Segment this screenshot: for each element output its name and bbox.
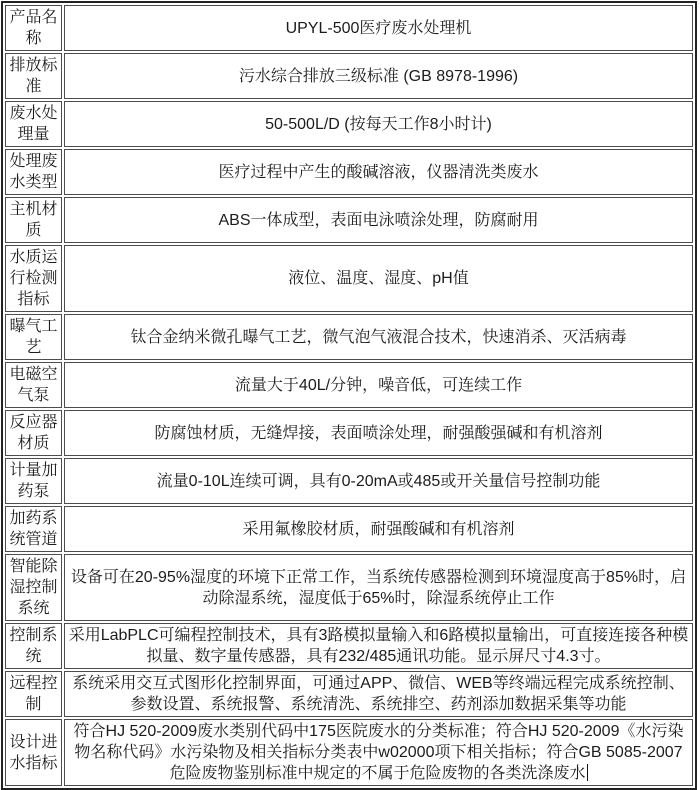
spec-value-cell: 液位、温度、湿度、pH值 — [64, 245, 693, 312]
spec-label-cell: 远程控制 — [5, 671, 62, 717]
spec-table-body — [5, 5, 693, 786]
spec-value-cell: 流量大于40L/分钟，噪音低，可连续工作 — [64, 362, 693, 408]
spec-value-cell: 钛合金纳米微孔曝气工艺，微气泡气液混合技术，快速消杀、灭活病毒 — [64, 314, 693, 360]
table-row-wastewater-type — [5, 149, 693, 195]
spec-value-cell: 50-500L/D (按每天工作8小时计) — [64, 101, 693, 147]
spec-label-cell: 废水处理量 — [5, 101, 62, 147]
spec-label-cell: 控制系统 — [5, 623, 62, 669]
product-spec-table — [1, 1, 697, 790]
spec-label-cell: 产品名称 — [5, 5, 62, 51]
spec-value-cell: 医疗过程中产生的酸碱溶液，仪器清洗类废水 — [64, 149, 693, 195]
table-row-product-name — [5, 5, 693, 51]
table-row-dehumidification-system — [5, 554, 693, 621]
spec-label-cell: 水质运行检测指标 — [5, 245, 62, 312]
spec-label-cell: 智能除湿控制系统 — [5, 554, 62, 621]
spec-label-cell: 处理废水类型 — [5, 149, 62, 195]
table-row-treatment-capacity — [5, 101, 693, 147]
table-row-monitoring-indicators — [5, 245, 693, 312]
spec-value-text: 符合HJ 520-2009废水类别代码中175医院废水的分类标准；符合HJ 520-2009《水污染物名称代码》水污染物及相关指标分类表中w02000项下相关指标；符合GB 5085-2007危险废物鉴别标准中规定的不属于危险废物的各类洗涤废水 — [73, 723, 684, 782]
spec-value-cell: UPYL-500医疗废水处理机 — [64, 5, 693, 51]
spec-value-cell: ABS一体成型，表面电泳喷涂处理，防腐耐用 — [64, 197, 693, 243]
spec-value-cell: 采用LabPLC可编程控制技术，具有3路模拟量输入和6路模拟量输出，可直接连接各种模拟量、数字量传感器，具有232/485通讯功能。显示屏尺寸4.3寸。 — [64, 623, 693, 669]
spec-label-cell: 电磁空气泵 — [5, 362, 62, 408]
table-row-control-system — [5, 623, 693, 669]
spec-label-cell: 加药系统管道 — [5, 506, 62, 552]
spec-label-cell: 曝气工艺 — [5, 314, 62, 360]
spec-label-cell: 主机材质 — [5, 197, 62, 243]
spec-label-cell: 排放标准 — [5, 53, 62, 99]
spec-value-cell: 流量0-10L连续可调，具有0-20mA或485或开关量信号控制功能 — [64, 458, 693, 504]
table-row-discharge-standard — [5, 53, 693, 99]
spec-value-cell — [64, 719, 693, 786]
spec-value-cell: 防腐蚀材质，无缝焊接，表面喷涂处理，耐强酸强碱和有机溶剂 — [64, 410, 693, 456]
table-row-aeration-process — [5, 314, 693, 360]
spec-value-cell: 采用氟橡胶材质，耐强酸碱和有机溶剂 — [64, 506, 693, 552]
table-row-dosing-pipeline — [5, 506, 693, 552]
spec-value-cell: 系统采用交互式图形化控制界面，可通过APP、微信、WEB等终端远程完成系统控制、参数设置、系统报警、系统清洗、系统排空、药剂添加数据采集等功能 — [64, 671, 693, 717]
spec-label-cell: 计量加药泵 — [5, 458, 62, 504]
spec-label-cell: 设计进水指标 — [5, 719, 62, 786]
table-row-air-pump — [5, 362, 693, 408]
spec-value-cell: 设备可在20-95%湿度的环境下正常工作，当系统传感器检测到环境湿度高于85%时，启动除湿系统，湿度低于65%时，除湿系统停止工作 — [64, 554, 693, 621]
table-row-host-material — [5, 197, 693, 243]
table-row-remote-control — [5, 671, 693, 717]
table-row-design-inlet-indicators — [5, 719, 693, 786]
spec-value-cell: 污水综合排放三级标准 (GB 8978-1996) — [64, 53, 693, 99]
table-row-reactor-material — [5, 410, 693, 456]
text-cursor — [587, 764, 588, 781]
spec-label-cell: 反应器材质 — [5, 410, 62, 456]
table-row-dosing-pump — [5, 458, 693, 504]
